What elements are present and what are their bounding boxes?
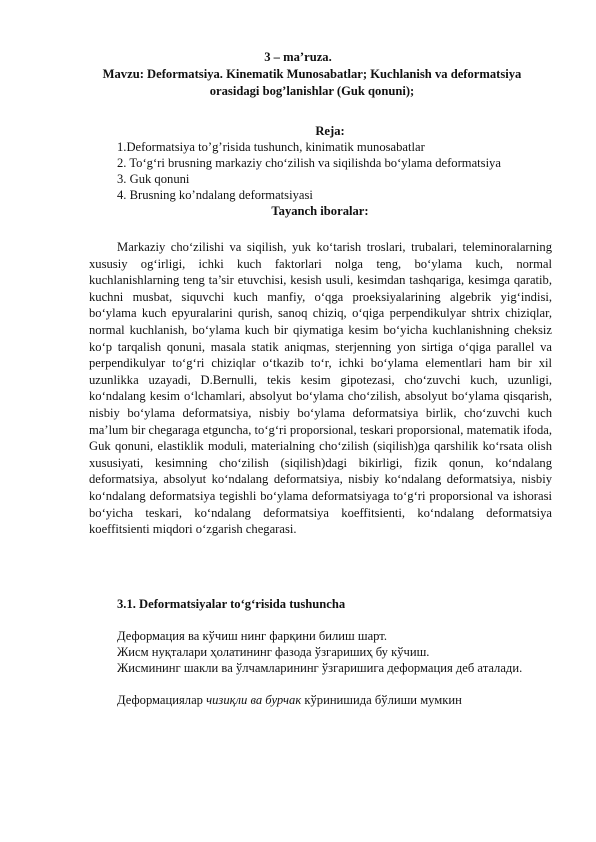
text-run: кўринишида бўлиши мумкин (301, 693, 462, 707)
section-paragraph: Деформация ва кўчиш нинг фарқини билиш шарт. (117, 629, 388, 643)
plan-item: 3. Guk qonuni (117, 172, 190, 186)
section-paragraph: Жисм нуқталари ҳолатининг фазода ўзгаришиҳ бу кўчиш. (117, 645, 430, 659)
plan-item: 4. Brusning ko’ndalang deformatsiyasi (117, 188, 313, 202)
text-run: Деформациялар (117, 693, 207, 707)
plan-heading: Reja: (315, 124, 345, 138)
keywords-heading: Tayanch iboralar: (271, 204, 369, 218)
section-heading: 3.1. Deformatsiyalar to‘g‘risida tushuncha (117, 597, 346, 611)
section-paragraph: Жисмининг шакли ва ўлчамларининг ўзгаришига деформация деб аталади. (117, 661, 523, 675)
plan-item: 2. To‘g‘ri brusning markaziy cho‘zilish va siqilishda bo‘ylama deformatsiya (117, 156, 501, 170)
lecture-topic: Mavzu: Deformatsiya. Kinematik Munosabatlar; Kuchlanish va deformatsiya orasidagi bog’lanishlar (Guk qonuni); (102, 67, 522, 98)
plan-item: 1.Deformatsiya to’g’risida tushunch, kinimatik munosabatlar (117, 140, 425, 154)
italic-text-run: чизиқли ва бурчак (206, 693, 302, 707)
keywords-paragraph: Markaziy cho‘zilishi va siqilish, yuk ko‘tarish troslari, trubalari, teleminoralarning xususiy og‘irligi, ichki kuch faktorlari nolga teng, bo‘ylama kuch, normal kuchlanishlarning teng ta’sir etuvchisi, kesish usuli, kesimdan tashqariga, kesimga qaratib, kuchni musbat, siquvchi kuch manfiy, o‘qga proeksiyalarining algebrik yig‘indisi, bo‘ylama kuch epyuralarini qurish, sanoq chiziq, o‘qiga perpendikulyar shtrix chiziqlar, normal kuchlanish, bo‘ylama kuch bir qiymatiga kesim bo‘yicha kuchlanishning cheksiz ko‘p tarqalish qonuni, masala statik aniqmas, sterjenning yon sirtiga o‘qiga parallel va perpendikulyar to‘g‘ri chiziqlar o‘tkazib to‘r, ichki bo‘ylama elementlari ham bir xil uzunlikka uzayadi, D.Bernulli, tekis kesim gipotezasi, cho‘zuvchi kuch, uzunligi, ko‘ndalang kesim o‘lchamlari, absolyut bo‘ylama cho‘zilish, absolyut bo‘ylama qisqarish, nisbiy bo‘ylama deformatsiya, nisbiy bo‘ylama deformatsiya birlik, cho‘zuvchi kuch ma’lum bir chegaraga etguncha, to‘g‘ri proporsional, teskari proporsional, matematik ifoda, Guk qonuni, elastiklik moduli, materialning cho‘zilish (siqilish)ga qarshilik ko‘rsata olish xususiyati, kesimning cho‘zilish (siqilish)dagi bikirligi, fizik qonun, ko‘ndalang deformatsiya, absolyut ko‘ndalang deformatsiya, nisbiy ko‘ndalang deformatsiya, nisbiy ko‘ndalang deformatsiya tegishli bo‘ylama deformatsiyaga to‘g‘ri proporsional va ishorasi bo‘yicha teskari, ko‘ndalang deformatsiya koeffitsienti, ko‘ndalang deformatsiya koeffitsienti miqdori o‘zgarish chegarasi. (89, 240, 552, 537)
section-paragraph-last (89, 692, 552, 709)
lecture-number: 3 – ma’ruza. (264, 50, 332, 64)
